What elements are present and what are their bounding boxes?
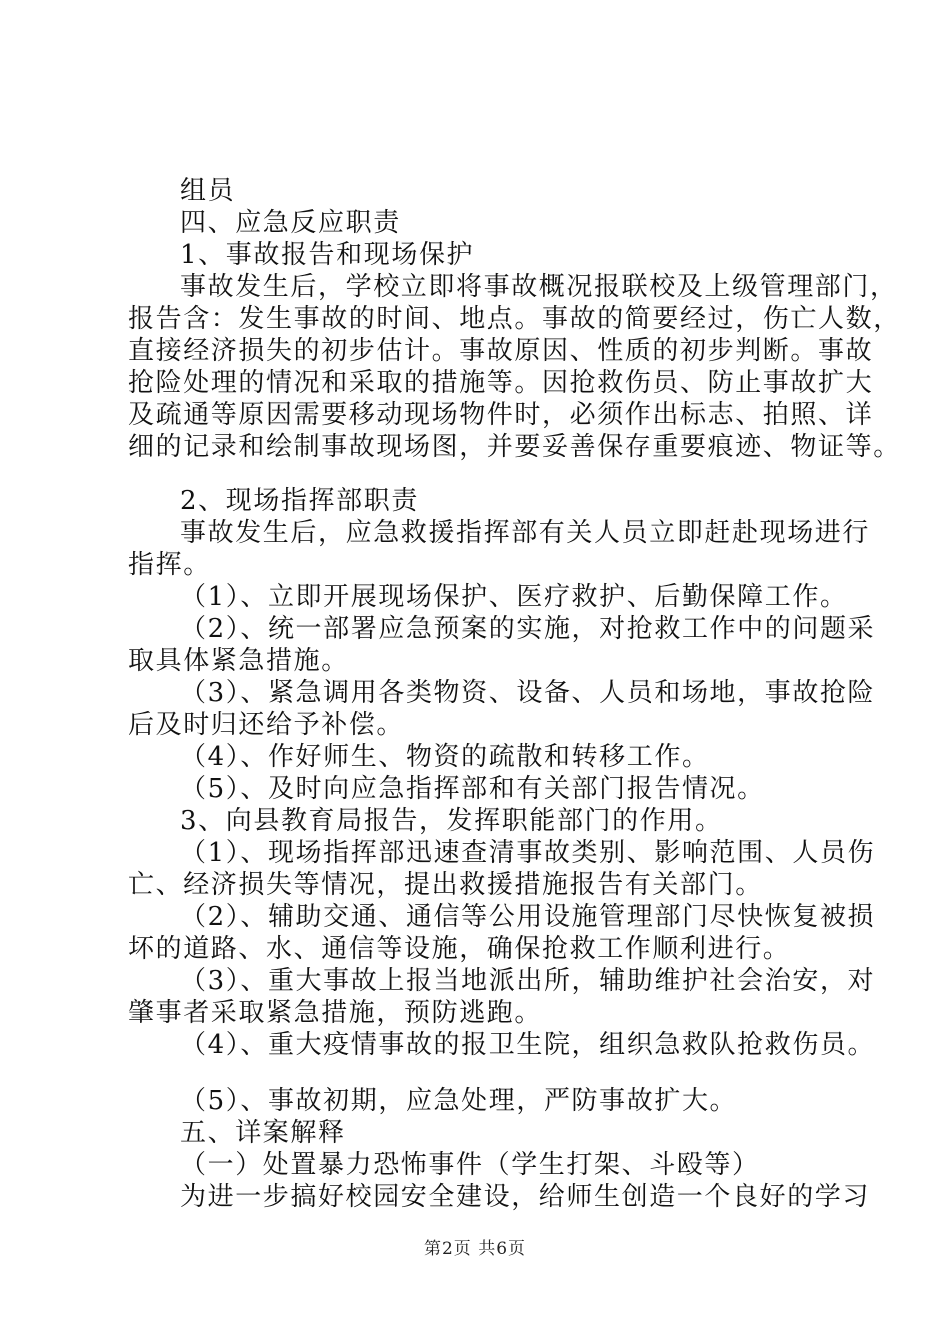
subsection-heading: 3、向县教育局报告，发挥职能部门的作用。 <box>180 806 723 836</box>
paragraph-line: 事故发生后，学校立即将事故概况报联校及上级管理部门， <box>180 272 898 302</box>
subsection-heading: （一）处置暴力恐怖事件（学生打架、斗殴等） <box>180 1150 760 1180</box>
section-heading: 五、详案解释 <box>180 1118 346 1148</box>
paragraph-line: 抢险处理的情况和采取的措施等。因抢救伤员、防止事故扩大 <box>128 368 874 398</box>
list-item: （5）、及时向应急指挥部和有关部门报告情况。 <box>180 774 765 804</box>
list-item: （3）、紧急调用各类物资、设备、人员和场地，事故抢险 <box>180 678 876 708</box>
list-item-continuation: 后及时归还给予补偿。 <box>128 710 405 740</box>
paragraph-line: 报告含：发生事故的时间、地点。事故的简要经过，伤亡人数， <box>128 304 901 334</box>
paragraph-line: 细的记录和绘制事故现场图，并要妥善保存重要痕迹、物证等。 <box>128 432 901 462</box>
list-item-continuation: 亡、经济损失等情况，提出救援措施报告有关部门。 <box>128 870 763 900</box>
list-item-continuation: 取具体紧急措施。 <box>128 646 349 676</box>
list-item: （3）、重大事故上报当地派出所，辅助维护社会治安，对 <box>180 966 876 996</box>
page-number-footer: 第2页 共6页 <box>423 1239 527 1259</box>
section-heading: 四、应急反应职责 <box>180 208 401 238</box>
paragraph-line: 直接经济损失的初步估计。事故原因、性质的初步判断。事故 <box>128 336 874 366</box>
text-line: 组员 <box>180 176 236 206</box>
paragraph-line: 为进一步搞好校园安全建设，给师生创造一个良好的学习 <box>180 1182 871 1212</box>
list-item: （4）、作好师生、物资的疏散和转移工作。 <box>180 742 710 772</box>
paragraph-line: 及疏通等原因需要移动现场物件时，必须作出标志、拍照、详 <box>128 400 874 430</box>
list-item: （4）、重大疫情事故的报卫生院，组织急救队抢救伤员。 <box>180 1030 876 1060</box>
paragraph-line: 事故发生后，应急救援指挥部有关人员立即赶赴现场进行 <box>180 518 871 548</box>
list-item: （1）、现场指挥部迅速查清事故类别、影响范围、人员伤 <box>180 838 876 868</box>
list-item: （2）、统一部署应急预案的实施，对抢救工作中的问题采 <box>180 614 876 644</box>
paragraph-line: 指挥。 <box>128 550 211 580</box>
subsection-heading: 2、现场指挥部职责 <box>180 486 419 516</box>
list-item: （2）、辅助交通、通信等公用设施管理部门尽快恢复被损 <box>180 902 876 932</box>
list-item-continuation: 坏的道路、水、通信等设施，确保抢救工作顺利进行。 <box>128 934 791 964</box>
list-item-continuation: 肇事者采取紧急措施，预防逃跑。 <box>128 998 543 1028</box>
subsection-heading: 1、事故报告和现场保护 <box>180 240 475 270</box>
list-item: （1）、立即开展现场保护、医疗救护、后勤保障工作。 <box>180 582 848 612</box>
list-item: （5）、事故初期，应急处理，严防事故扩大。 <box>180 1086 738 1116</box>
